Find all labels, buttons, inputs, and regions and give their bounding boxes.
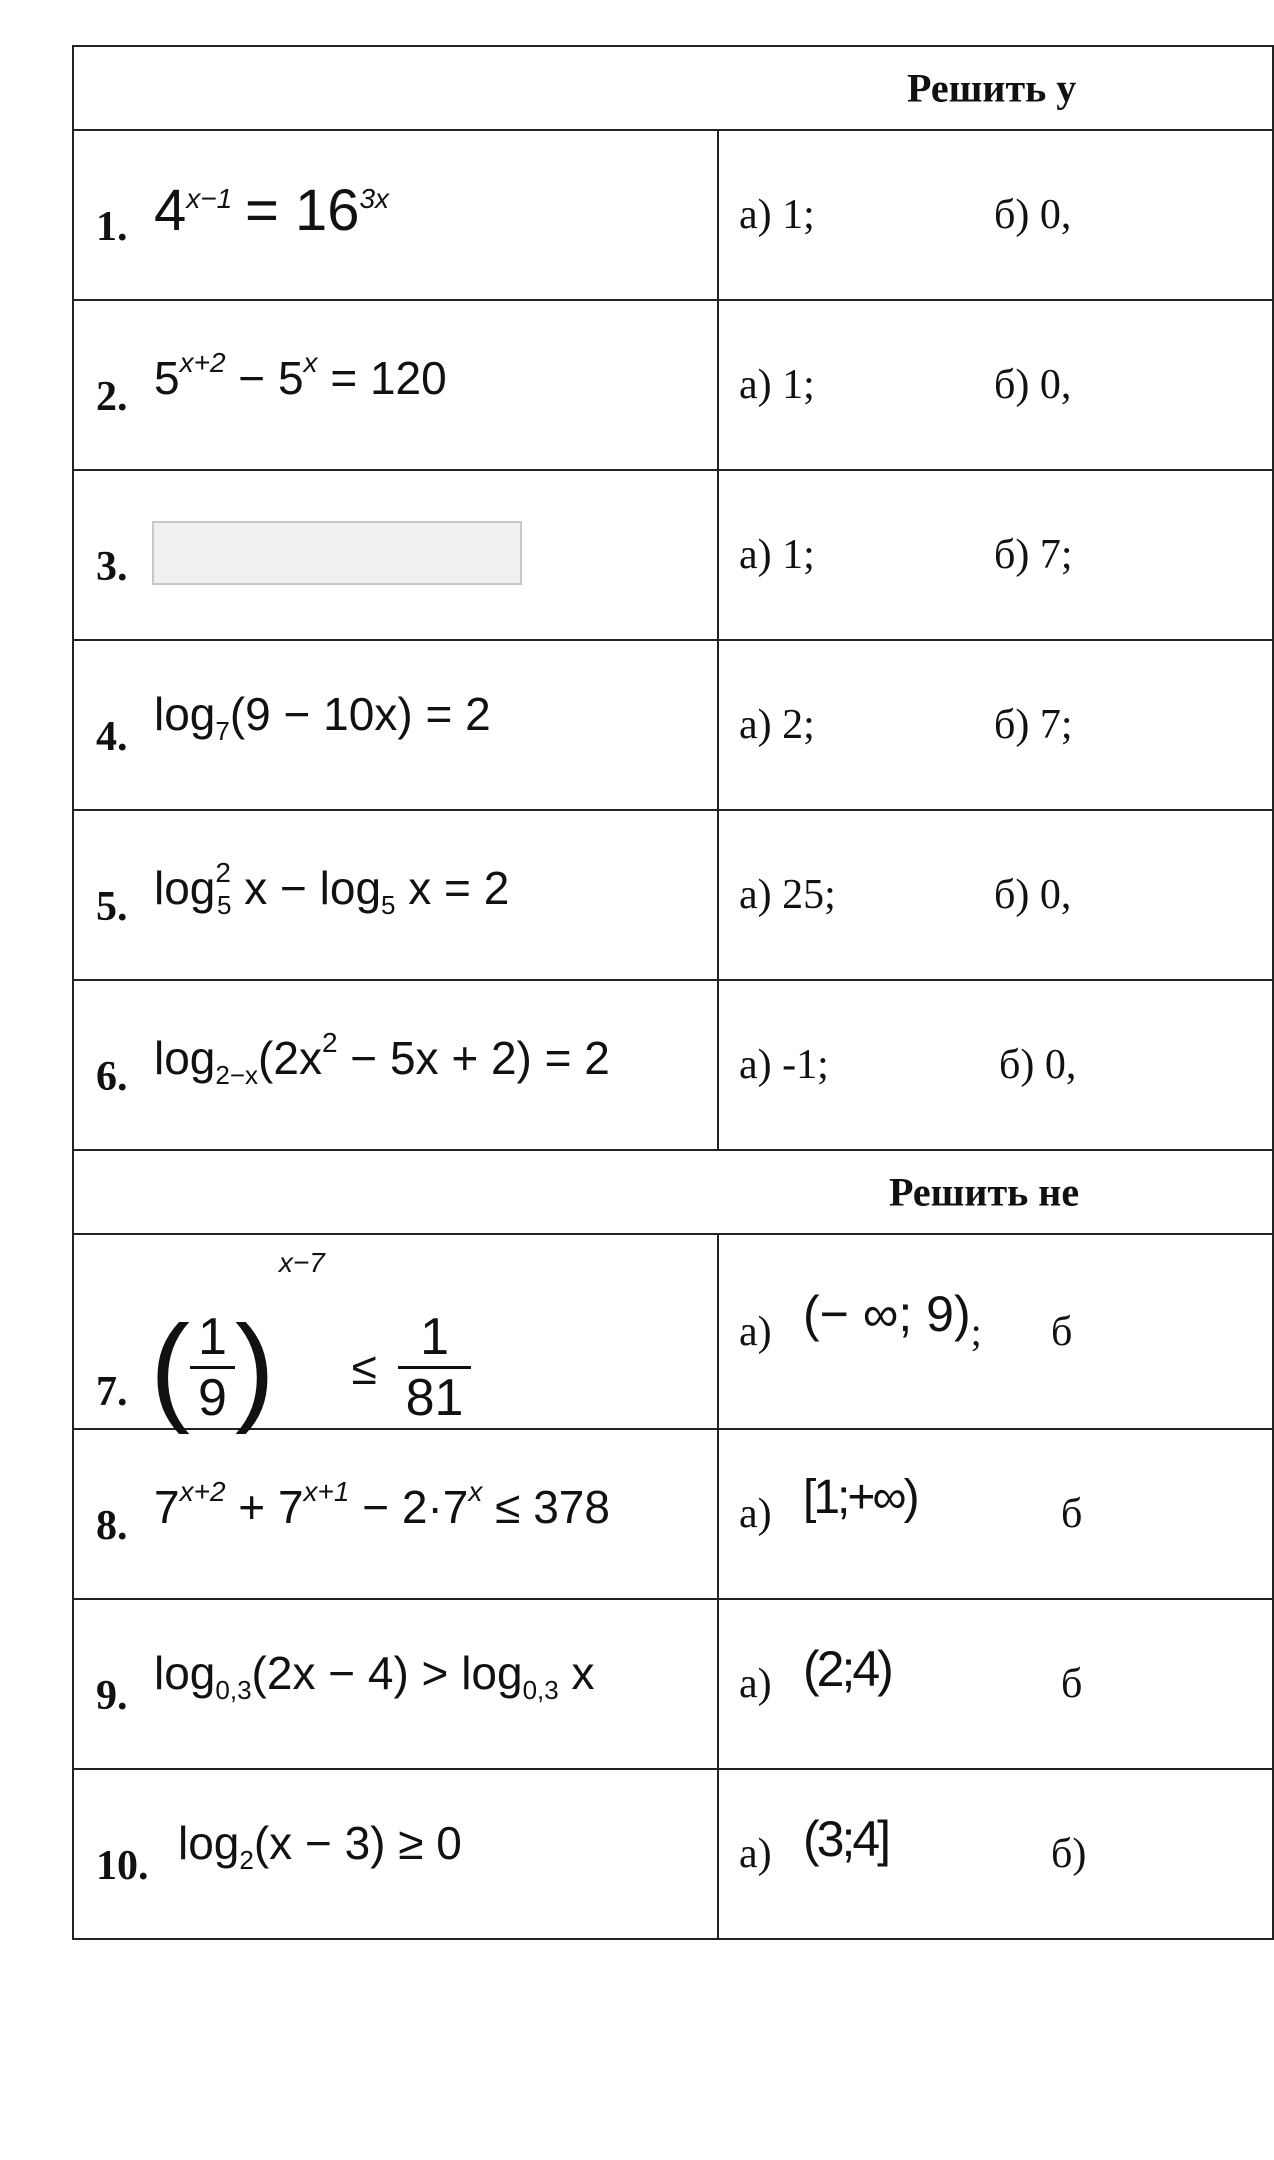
task-formula: $\log^2_5 x - \log_5 x = 2$ [154,857,510,920]
answer-option-a: а) [739,1491,772,1537]
answer-option-b: б) 7; [994,702,1073,748]
section-row-inequalities [73,1150,1273,1234]
tasks-table [72,45,1274,1940]
task-formula: $7^{x+2} + 7^{x+1} - 2\cdot 7^x \le 378$ [154,1476,610,1533]
answer-option-a: а) [739,1831,772,1877]
task-row-4 [73,640,1273,810]
task-number: 6. [96,1054,128,1100]
answer-option-a: а) -1; [739,1042,829,1088]
answer-option-b: б) 0, [994,192,1072,238]
task-row-9 [73,1599,1273,1769]
section-title-equations: Решить у [907,65,1077,111]
task-formula: $4^{x-1} = 16^{3x}$ [154,178,390,243]
answer-option-b: б) 7; [994,532,1073,578]
image-placeholder [152,521,522,585]
answer-option-b: б) 0, [994,362,1072,408]
task-row-2 [73,300,1273,470]
answer-interval-a: (2;4) [803,1641,891,1697]
task-number: 4. [96,714,128,760]
answer-interval-a: (− ∞; $9)_;$ [803,1286,982,1354]
answer-interval-a: [1;+∞) [803,1471,917,1524]
task-row-1 [73,130,1273,300]
task-row-7 [73,1234,1273,1429]
task-row-5 [73,810,1273,980]
task-number: 7. [96,1369,128,1415]
section-row-equations [73,46,1273,130]
task-row-10 [73,1769,1273,1939]
task-number: 8. [96,1503,128,1549]
task-formula: ( $\frac{1}{9}$ )$^{x-7}$ ≤ $\frac{1}{81}$ [150,1247,471,1437]
answer-option-a: а) [739,1661,772,1707]
answer-option-a: а) 2; [739,702,815,748]
answer-option-b: б [1061,1661,1083,1707]
task-row-6 [73,980,1273,1150]
answer-option-b: б) [1051,1831,1087,1877]
task-formula: $\log_2(x - 3) \ge 0$ [178,1817,462,1875]
answer-option-a: а) 1; [739,532,815,578]
answer-option-a: а) 1; [739,362,815,408]
task-formula: $\log_{2-x}(2x^2 - 5x + 2) = 2$ [154,1027,610,1090]
answer-option-a: а) [739,1308,772,1355]
section-title-inequalities: Решить не [889,1169,1080,1215]
task-number: 5. [96,884,128,930]
task-formula: $\log_7(9 - 10x) = 2$ [154,688,491,746]
answer-option-b: б) 0, [994,872,1072,918]
task-number: 3. [96,544,128,590]
answer-option-b: б [1051,1308,1073,1355]
answer-interval-a: (3;4] [803,1811,889,1867]
task-number: 9. [96,1673,128,1719]
task-number: 10. [96,1843,149,1889]
task-number: 2. [96,374,128,420]
answer-option-b: б) 0, [999,1042,1077,1088]
answer-option-a: а) 25; [739,872,836,918]
answer-option-a: а) 1; [739,192,815,238]
task-formula: $5^{x+2} - 5^x = 120$ [154,347,447,404]
task-row-8 [73,1429,1273,1599]
task-number: 1. [96,204,128,250]
task-formula: $\log_{0,3}(2x - 4) > \log_{0,3} x$ [154,1647,595,1705]
answer-option-b: б [1061,1491,1083,1537]
task-row-3 [73,470,1273,640]
